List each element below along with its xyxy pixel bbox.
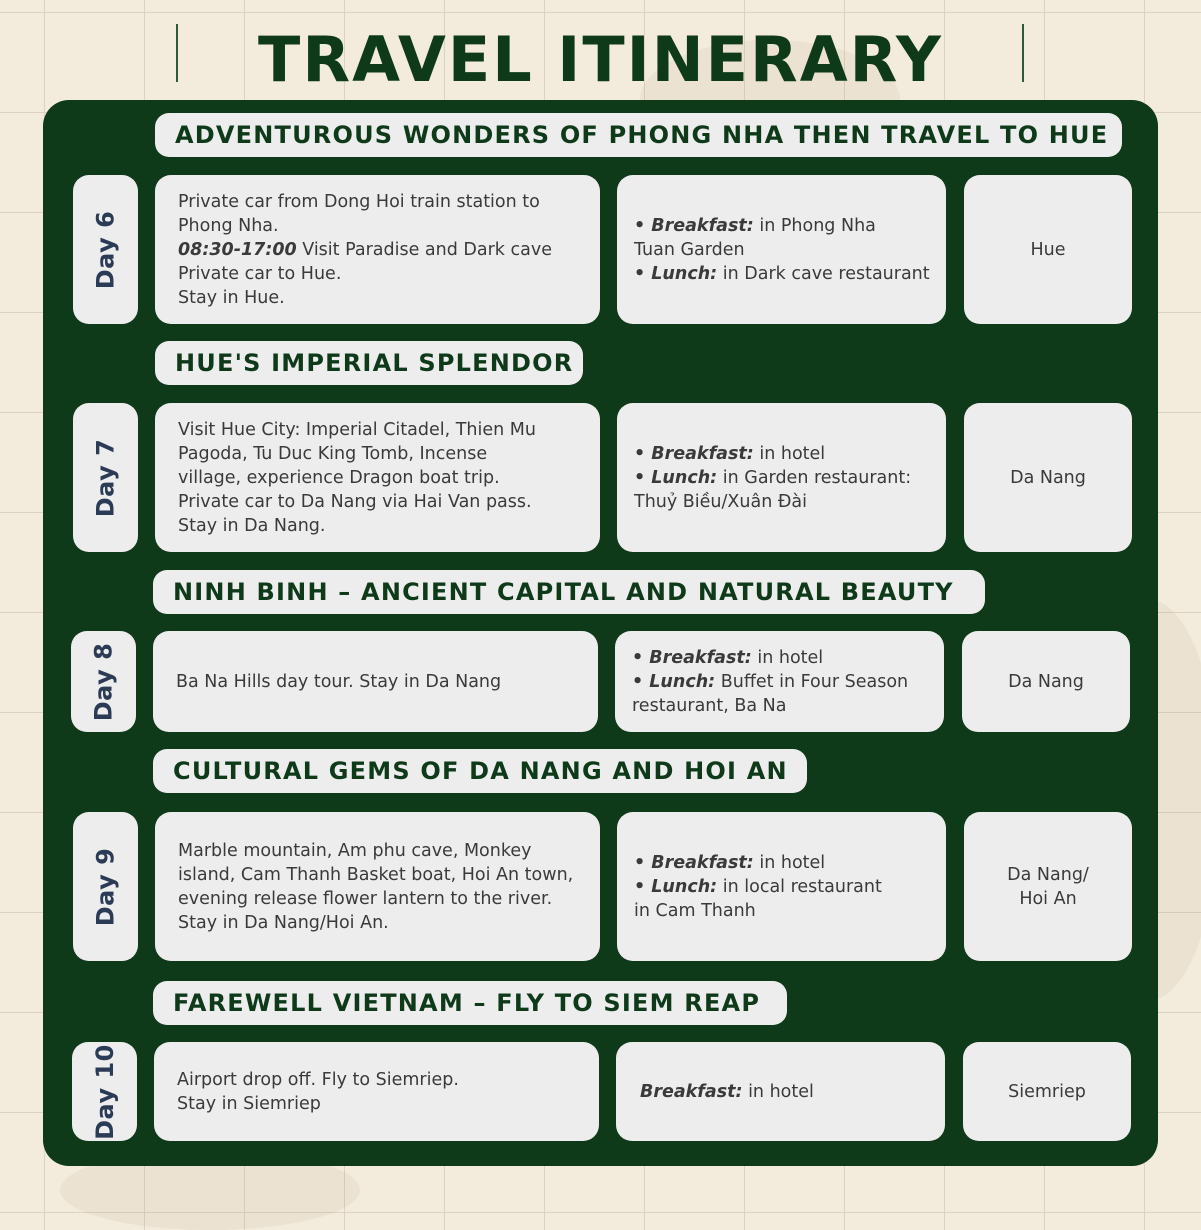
day-label: Day 7	[91, 438, 120, 517]
meal-text: Thuỷ Biều/Xuân Đài	[634, 491, 808, 512]
activity-description	[155, 403, 600, 552]
meal-label: Breakfast:	[640, 1081, 743, 1102]
description-line	[178, 214, 552, 238]
description-text: Pagoda, Tu Duc King Tomb, Incense	[178, 443, 488, 464]
meal-label: Lunch:	[651, 876, 718, 897]
meal-line	[634, 262, 930, 286]
meal-line	[634, 238, 930, 262]
description-text: Stay in Siemriep	[177, 1093, 321, 1114]
description-text: Stay in Da Nang/Hoi An.	[178, 912, 389, 933]
bullet: •	[634, 467, 652, 488]
overnight-location	[963, 1042, 1131, 1141]
bullet: •	[634, 263, 652, 284]
day-card	[73, 175, 138, 324]
description-line	[178, 490, 536, 514]
description-text: Stay in Hue.	[178, 287, 285, 308]
day-label: Day 8	[89, 642, 118, 721]
meal-line	[634, 899, 882, 923]
activity-description	[154, 1042, 599, 1141]
description-text: Private car from Dong Hoi train station to	[178, 191, 540, 212]
description-text: Marble mountain, Am phu cave, Monkey	[178, 840, 532, 861]
overnight-location	[964, 175, 1132, 324]
meal-text: Buffet in Four Season	[715, 671, 909, 692]
bullet: •	[634, 443, 652, 464]
meals-card	[615, 631, 944, 732]
meal-line	[634, 490, 911, 514]
meal-line	[634, 875, 882, 899]
day-card	[71, 631, 136, 732]
location-text: Da Nang/	[1007, 864, 1089, 885]
meals-card	[617, 403, 946, 552]
meals-card	[617, 175, 946, 324]
overnight-location	[964, 403, 1132, 552]
meal-label: Lunch:	[651, 263, 718, 284]
day-label: Day 6	[91, 210, 120, 289]
description-line	[178, 911, 573, 935]
day-card	[73, 812, 138, 961]
activity-description	[153, 631, 598, 732]
section-heading: HUE'S IMPERIAL SPLENDOR	[155, 341, 583, 385]
meal-label: Lunch:	[649, 671, 716, 692]
time-range: 08:30-17:00	[178, 239, 297, 260]
overnight-location	[962, 631, 1130, 732]
meal-text: in hotel	[742, 1081, 814, 1102]
description-line	[178, 863, 573, 887]
description-line	[178, 466, 536, 490]
location-text: Da Nang	[1010, 467, 1086, 488]
section-heading: NINH BINH – ANCIENT CAPITAL AND NATURAL BEAUTY	[153, 570, 985, 614]
meal-line	[632, 646, 908, 670]
meal-label: Lunch:	[651, 467, 718, 488]
description-line	[178, 262, 552, 286]
meal-text: in Dark cave restaurant	[717, 263, 930, 284]
day-card	[73, 403, 138, 552]
meal-text: restaurant, Ba Na	[632, 695, 787, 716]
meal-line	[632, 694, 908, 718]
meal-text: in local restaurant	[717, 876, 882, 897]
day-label: Day 10	[90, 1043, 119, 1140]
description-text: Phong Nha.	[178, 215, 279, 236]
location-text: Siemriep	[1008, 1081, 1086, 1102]
description-text: Visit Paradise and Dark cave	[296, 239, 552, 260]
section-heading: ADVENTUROUS WONDERS OF PHONG NHA THEN TRAVEL TO HUE	[155, 113, 1122, 157]
meal-label: Breakfast:	[651, 443, 754, 464]
description-line	[177, 1092, 459, 1116]
meals-card	[617, 812, 946, 961]
activity-description	[155, 175, 600, 324]
meal-label: Breakfast:	[651, 852, 754, 873]
page-title: TRAVEL ITINERARY	[258, 23, 943, 96]
description-text: island, Cam Thanh Basket boat, Hoi An town,	[178, 864, 574, 885]
bullet: •	[634, 852, 652, 873]
meal-label: Breakfast:	[649, 647, 752, 668]
description-text: Stay in Da Nang.	[178, 515, 326, 536]
description-line	[178, 887, 573, 911]
description-line	[178, 238, 552, 262]
description-line	[176, 670, 501, 694]
meal-text: in hotel	[753, 443, 826, 464]
bullet: •	[634, 876, 652, 897]
description-line	[178, 839, 573, 863]
description-line	[178, 442, 536, 466]
location-text: Hue	[1030, 239, 1066, 260]
activity-description	[155, 812, 600, 961]
meal-line	[632, 670, 908, 694]
day-label: Day 9	[91, 847, 120, 926]
meal-line	[634, 214, 930, 238]
day-card	[72, 1042, 137, 1141]
description-line	[178, 286, 552, 310]
location-text: Hoi An	[1019, 888, 1077, 909]
meal-text: in hotel	[751, 647, 824, 668]
section-heading: CULTURAL GEMS OF DA NANG AND HOI AN	[153, 749, 807, 793]
location-text: Da Nang	[1008, 671, 1084, 692]
bullet: •	[634, 215, 652, 236]
description-line	[178, 418, 536, 442]
description-text: Airport drop off. Fly to Siemriep.	[177, 1069, 459, 1090]
meal-line	[634, 442, 911, 466]
description-text: Private car to Hue.	[178, 263, 342, 284]
description-text: Visit Hue City: Imperial Citadel, Thien Mu	[178, 419, 536, 440]
meal-line	[634, 851, 882, 875]
description-line	[178, 514, 536, 538]
bullet: •	[632, 671, 650, 692]
meal-label: Breakfast:	[651, 215, 754, 236]
description-text: village, experience Dragon boat trip.	[178, 467, 500, 488]
meal-text: in hotel	[753, 852, 826, 873]
description-text: Ba Na Hills day tour. Stay in Da Nang	[176, 671, 502, 692]
description-line	[177, 1068, 459, 1092]
description-line	[178, 190, 552, 214]
meal-text: Tuan Garden	[634, 239, 745, 260]
section-heading: FAREWELL VIETNAM – FLY TO SIEM REAP	[153, 981, 787, 1025]
description-text: evening release flower lantern to the river.	[178, 888, 553, 909]
meal-line	[640, 1080, 814, 1104]
meals-card	[616, 1042, 945, 1141]
meal-line	[634, 466, 911, 490]
overnight-location	[964, 812, 1132, 961]
bullet: •	[632, 647, 650, 668]
meal-text: in Cam Thanh	[634, 900, 756, 921]
meal-text: in Garden restaurant:	[717, 467, 912, 488]
meal-text: in Phong Nha	[753, 215, 876, 236]
description-text: Private car to Da Nang via Hai Van pass.	[178, 491, 532, 512]
